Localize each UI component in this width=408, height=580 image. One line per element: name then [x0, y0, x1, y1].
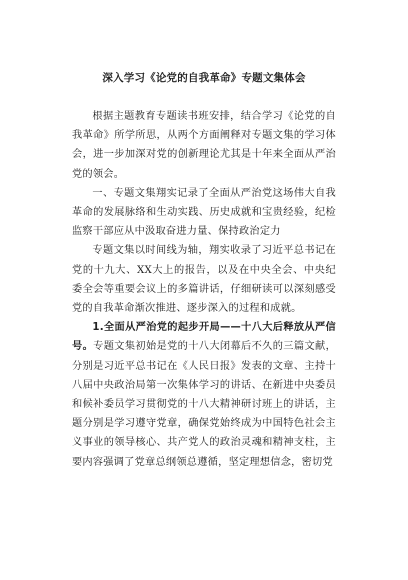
point-one-heading: 1.全面从严治党的起步开局——十八大后释放从严信号。	[72, 322, 336, 353]
paragraph-point-one	[72, 318, 336, 472]
point-one-body: 专题文集初始是党的十八大闭幕后不久的三篇文献，分别是习近平总书记在《人民日报》发表的文章、主持十八届中央政治局第一次集体学习的讲话、在新进中央委员和候补委员学习贯彻党的十八大精神研讨班上的讲话，主题分别是学习遵守党章，确保党始终成为中国特色社会主义事业的领导核心、共产党人的政治灵魂和精神支柱，主要内容强调了党章总纲领总遵循，坚定理想信念，密切党	[72, 341, 337, 468]
paragraph-section-one: 一、专题文集翔实记录了全面从严治党这场伟大自我革命的发展脉络和生动实践、历史成就和宝贵经验，纪检监察干部应从中汲取奋进力量、保持政治定力	[72, 187, 336, 238]
paragraph-collection-overview: 专题文集以时间线为轴，翔实收录了习近平总书记在党的十九大、XX大上的报告，以及在中央全会、中央纪委全会等重要会议上的多篇讲话，仔细研读可以深刻感受党的自我革命渐次推进、逐步深入的过程和成就。	[72, 245, 336, 315]
document-title: 深入学习《论党的自我革命》专题文集体会	[102, 72, 306, 84]
paragraph-intro: 根据主题教育专题读书班安排，结合学习《论党的自我革命》所学所思，从两个方面阐释对专题文集的学习体会，进一步加深对党的创新理论尤其是十年来全面从严治党的领会。	[72, 111, 336, 180]
